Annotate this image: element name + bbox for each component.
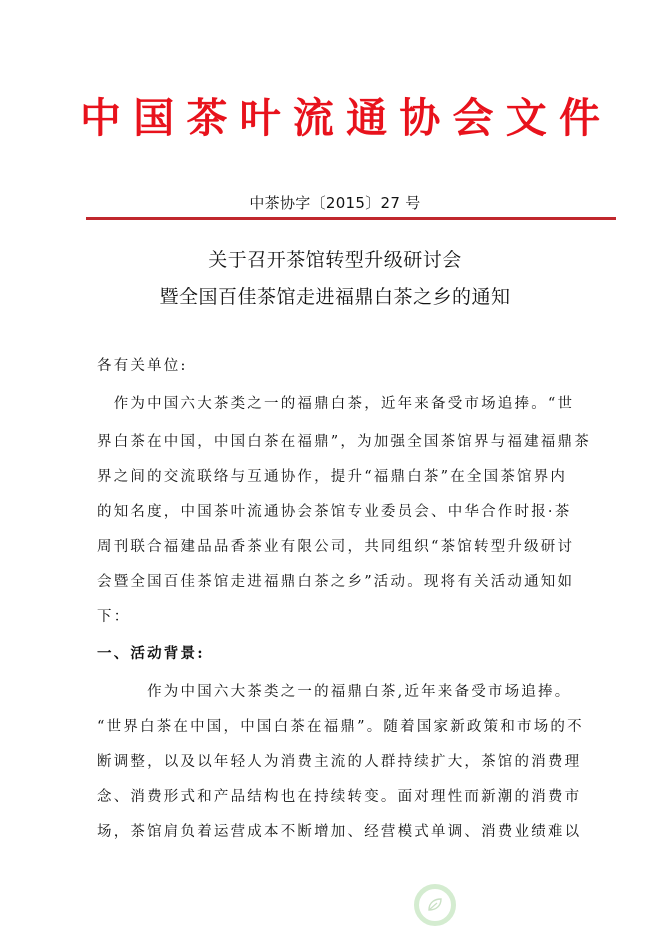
document-number: 中茶协字〔2015〕27 号 <box>249 194 421 212</box>
masthead-char: 件 <box>558 94 600 142</box>
leaf-seal-icon <box>414 884 456 926</box>
masthead-char: 叶 <box>239 94 281 142</box>
masthead-char: 协 <box>399 94 441 142</box>
intro-line: 的知名度，中国茶叶流通协会茶馆专业委员会、中华合作时报·茶 <box>97 504 572 520</box>
intro-line: 界之间的交流联络与互通协作，提升“福鼎白茶”在全国茶馆界内 <box>97 469 568 485</box>
intro-line: 下： <box>97 609 131 625</box>
intro-line: 周刊联合福建品品香茶业有限公司，共同组织“茶馆转型升级研讨 <box>97 539 575 555</box>
notice-title-line-2: 暨全国百佳茶馆走进福鼎白茶之乡的通知 <box>159 286 511 308</box>
section-line: 场，茶馆肩负着运营成本不断增加、经营模式单调、消费业绩难以 <box>97 824 582 840</box>
intro-line: 作为中国六大茶类之一的福鼎白茶，近年来备受市场追捧。“世 <box>97 396 575 412</box>
masthead-char: 国 <box>133 94 175 142</box>
masthead-char: 中 <box>80 94 121 142</box>
section-heading-background: 一、活动背景: <box>97 645 205 662</box>
intro-line: 会暨全国百佳茶馆走进福鼎白茶之乡”活动。现将有关活动通知如 <box>97 574 575 590</box>
intro-line: 界白茶在中国，中国白茶在福鼎”，为加强全国茶馆界与福建福鼎茶 <box>97 434 591 450</box>
section-line: 断调整，以及以年轻人为消费主流的人群持续扩大，茶馆的消费理 <box>97 754 582 770</box>
masthead-char: 文 <box>505 94 547 142</box>
leaf-icon <box>425 895 445 915</box>
red-divider-rule <box>86 217 616 220</box>
notice-title-line-1: 关于召开茶馆转型升级研讨会 <box>208 249 462 271</box>
masthead-title <box>80 88 600 148</box>
section-line: 作为中国六大茶类之一的福鼎白茶,近年来备受市场追捧。 <box>97 684 572 700</box>
masthead-char: 通 <box>346 94 388 142</box>
masthead-char: 流 <box>292 94 334 142</box>
section-line: “世界白茶在中国，中国白茶在福鼎”。随着国家新政策和市场的不 <box>97 719 584 735</box>
salutation: 各有关单位: <box>97 358 188 374</box>
section-line: 念、消费形式和产品结构也在持续转变。面对理性而新潮的消费市 <box>97 789 582 805</box>
masthead-char: 茶 <box>186 94 228 142</box>
masthead-char: 会 <box>452 94 494 142</box>
